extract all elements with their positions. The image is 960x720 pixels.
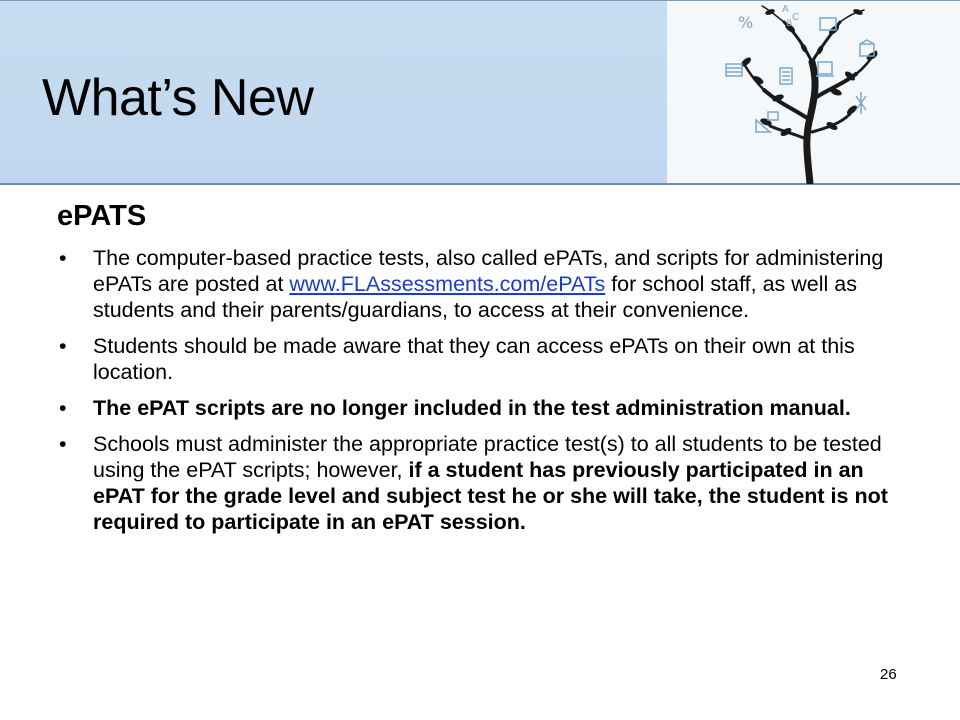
bullet-dot: •	[59, 334, 67, 358]
list-item	[57, 333, 917, 385]
epats-link[interactable]: www.FLAssessments.com/ePATs	[289, 272, 606, 296]
slide-title: What’s New	[42, 69, 314, 127]
list-item	[57, 395, 917, 421]
bullet-list	[57, 245, 917, 545]
list-item	[57, 431, 917, 535]
bullet-text: Students should be made aware that they can access ePATs on their own at this location.	[93, 334, 855, 384]
svg-text:A: A	[782, 4, 789, 15]
page-number: 26	[880, 666, 897, 683]
bullet-dot: •	[59, 396, 67, 420]
bullet-text: for school staff, as well as students and their parents/guardians, to access at their convenience.	[93, 272, 857, 322]
tree-of-knowledge-icon	[700, 0, 900, 184]
section-heading: ePATS	[57, 200, 147, 232]
slide-header	[0, 0, 960, 186]
bullet-dot: •	[59, 246, 67, 270]
bullet-dot: •	[59, 432, 67, 456]
bullet-text: Schools must administer the appropriate practice test(s) to all students to be tested using the ePAT scripts; however,	[93, 432, 882, 482]
bullet-text-bold: if a student has previously participated in an ePAT for the grade level and subject test he or she will take, the student is not required to participate in an ePAT session.	[93, 458, 888, 534]
bullet-text: The computer-based practice tests, also called ePATs, and scripts for administering ePATs are posted at	[93, 246, 884, 296]
svg-text:C: C	[792, 12, 799, 23]
bullet-text-bold: The ePAT scripts are no longer included in the test administration manual.	[93, 396, 851, 420]
svg-text:B: B	[786, 19, 793, 29]
list-item	[57, 245, 917, 323]
svg-text:%: %	[738, 13, 754, 32]
